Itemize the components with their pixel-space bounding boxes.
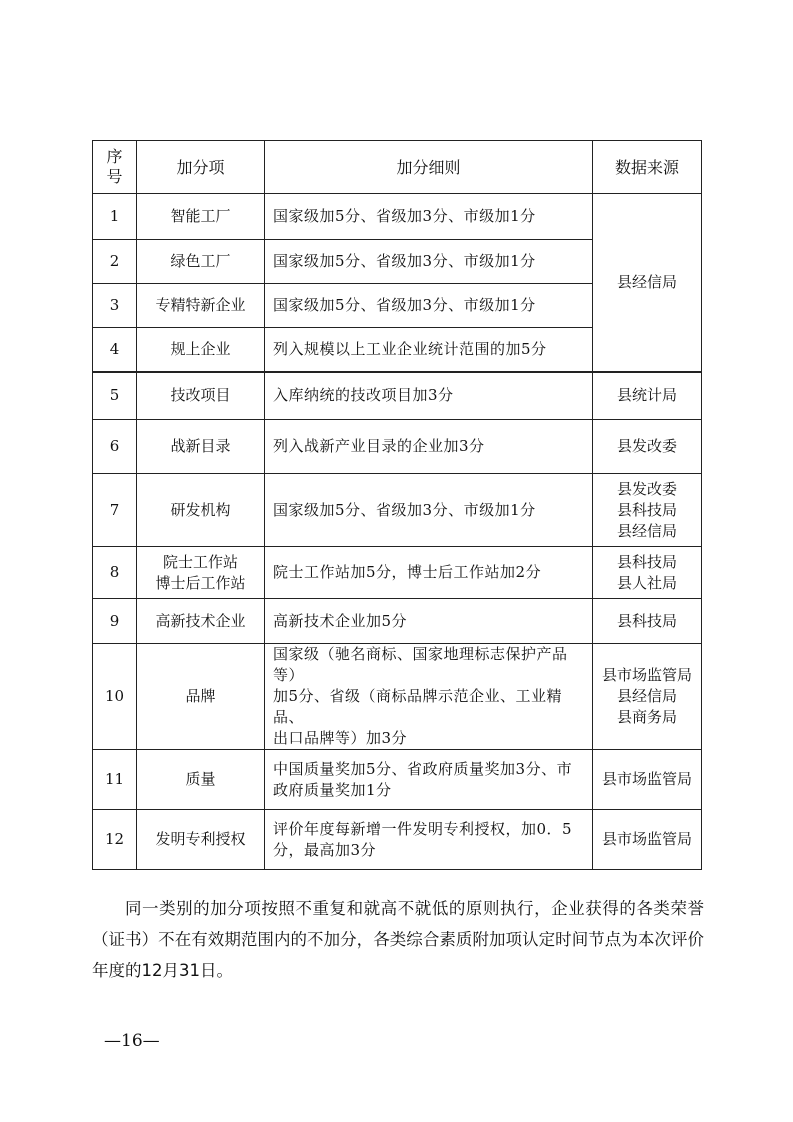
- row-source: [593, 547, 702, 599]
- detail-line: 入库纳统的技改项目加3分: [273, 386, 454, 405]
- detail-line: 国家级加5分、省级加3分、市级加1分: [273, 252, 536, 270]
- row-detail: [265, 194, 593, 240]
- source-line: 县科技局: [616, 552, 677, 571]
- item-line: 质量: [185, 770, 216, 788]
- source-line: 县经信局: [616, 521, 677, 540]
- item-line: 品牌: [185, 687, 216, 705]
- detail-line: 列入战新产业目录的企业加3分: [273, 437, 485, 455]
- item-line: 博士后工作站: [155, 573, 246, 592]
- detail-line: 出口品牌等）加3分: [273, 729, 408, 747]
- row-number: 8: [93, 547, 137, 599]
- table-row: [93, 372, 702, 420]
- row-number: 3: [93, 284, 137, 328]
- table-row: [93, 547, 702, 599]
- item-line: 绿色工厂: [170, 252, 231, 270]
- footnote-paragraph: 同一类别的加分项按照不重复和就高不就低的原则执行，企业获得的各类荣誉（证书）不在有效期范围内的不加分，各类综合素质附加项认定时间节点为本次评价年度的12月31日。: [92, 898, 704, 980]
- item-line: 战新目录: [170, 437, 231, 455]
- detail-line: 中国质量奖加5分、省政府质量奖加3分、市: [273, 759, 573, 778]
- detail-line: 国家级加5分、省级加3分、市级加1分: [273, 500, 536, 519]
- header-detail: 加分细则: [265, 141, 593, 194]
- table-row: [93, 750, 702, 810]
- row-source: [593, 750, 702, 810]
- row-number: 7: [93, 474, 137, 547]
- source-line: 县经信局: [616, 687, 677, 705]
- item-line: 技改项目: [170, 386, 231, 405]
- table-row: [93, 599, 702, 644]
- row-number: 12: [93, 810, 137, 870]
- row-item: [137, 599, 265, 644]
- row-item: [137, 328, 265, 372]
- row-number: 5: [93, 372, 137, 420]
- row-detail: [265, 372, 593, 420]
- row-item: [137, 240, 265, 284]
- source-line: 县商务局: [616, 708, 677, 726]
- item-line: 研发机构: [170, 500, 231, 519]
- row-detail: [265, 284, 593, 328]
- row-number: 10: [93, 644, 137, 750]
- header-item: 加分项: [137, 141, 265, 194]
- page-number: —16—: [104, 1031, 160, 1051]
- source-line: 县人社局: [616, 573, 677, 592]
- row-number: 11: [93, 750, 137, 810]
- detail-line: 列入规模以上工业企业统计范围的加5分: [273, 339, 547, 358]
- row-number: 1: [93, 194, 137, 240]
- source-line: 县市场监管局: [601, 830, 692, 848]
- row-source: [593, 474, 702, 547]
- table-row: [93, 644, 702, 750]
- row-source: [593, 420, 702, 474]
- row-detail: [265, 420, 593, 474]
- row-source: [593, 372, 702, 420]
- row-item: [137, 372, 265, 420]
- detail-line: 评价年度每新增一件发明专利授权，加0．5: [273, 819, 573, 838]
- row-detail: [265, 810, 593, 870]
- detail-line: 国家级加5分、省级加3分、市级加1分: [273, 207, 536, 225]
- row-detail: [265, 240, 593, 284]
- table-row: [93, 420, 702, 474]
- header-seq: 序 号: [93, 141, 137, 194]
- row-item: [137, 284, 265, 328]
- detail-line: 分，最高加3分: [273, 840, 377, 859]
- detail-line: 高新技术企业加5分: [273, 611, 408, 630]
- row-item: [137, 644, 265, 750]
- row-item: [137, 474, 265, 547]
- row-item: [137, 810, 265, 870]
- table-header-row: [93, 141, 702, 194]
- item-line: 院士工作站: [162, 552, 238, 571]
- bonus-points-table: [92, 140, 702, 870]
- row-item: [137, 420, 265, 474]
- table-row: [93, 474, 702, 547]
- row-number: 4: [93, 328, 137, 372]
- row-number: 9: [93, 599, 137, 644]
- row-detail: [265, 474, 593, 547]
- header-source: 数据来源: [593, 141, 702, 194]
- row-source: [593, 599, 702, 644]
- source-line: 县市场监管局: [601, 666, 692, 684]
- table-row: [93, 810, 702, 870]
- row-number: 2: [93, 240, 137, 284]
- detail-line: 加5分、省级（商标品牌示范企业、工业精品、: [273, 687, 563, 726]
- source-line: 县统计局: [616, 386, 677, 405]
- row-detail: [265, 644, 593, 750]
- source-line: 县科技局: [616, 611, 677, 630]
- detail-line: 政府质量奖加1分: [273, 780, 392, 799]
- table-row: [93, 194, 702, 240]
- source-line: 县市场监管局: [601, 770, 692, 788]
- row-number: 6: [93, 420, 137, 474]
- row-detail: [265, 750, 593, 810]
- source-line: 县科技局: [616, 500, 677, 519]
- source-line: 县发改委: [616, 437, 677, 455]
- table-body: [93, 194, 702, 870]
- item-line: 规上企业: [170, 339, 231, 358]
- detail-line: 院士工作站加5分，博士后工作站加2分: [273, 563, 542, 581]
- row-source-merged: 县经信局: [593, 194, 702, 372]
- row-source: [593, 810, 702, 870]
- row-item: [137, 750, 265, 810]
- row-detail: [265, 599, 593, 644]
- source-line: 县发改委: [616, 479, 677, 498]
- detail-line: 国家级（驰名商标、国家地理标志保护产品等）: [273, 645, 568, 684]
- row-item: [137, 194, 265, 240]
- item-line: 专精特新企业: [155, 296, 246, 314]
- item-line: 高新技术企业: [155, 611, 246, 630]
- row-detail: [265, 547, 593, 599]
- detail-line: 国家级加5分、省级加3分、市级加1分: [273, 296, 536, 314]
- item-line: 发明专利授权: [155, 830, 246, 848]
- item-line: 智能工厂: [170, 207, 231, 225]
- row-item: [137, 547, 265, 599]
- row-source: [593, 644, 702, 750]
- row-detail: [265, 328, 593, 372]
